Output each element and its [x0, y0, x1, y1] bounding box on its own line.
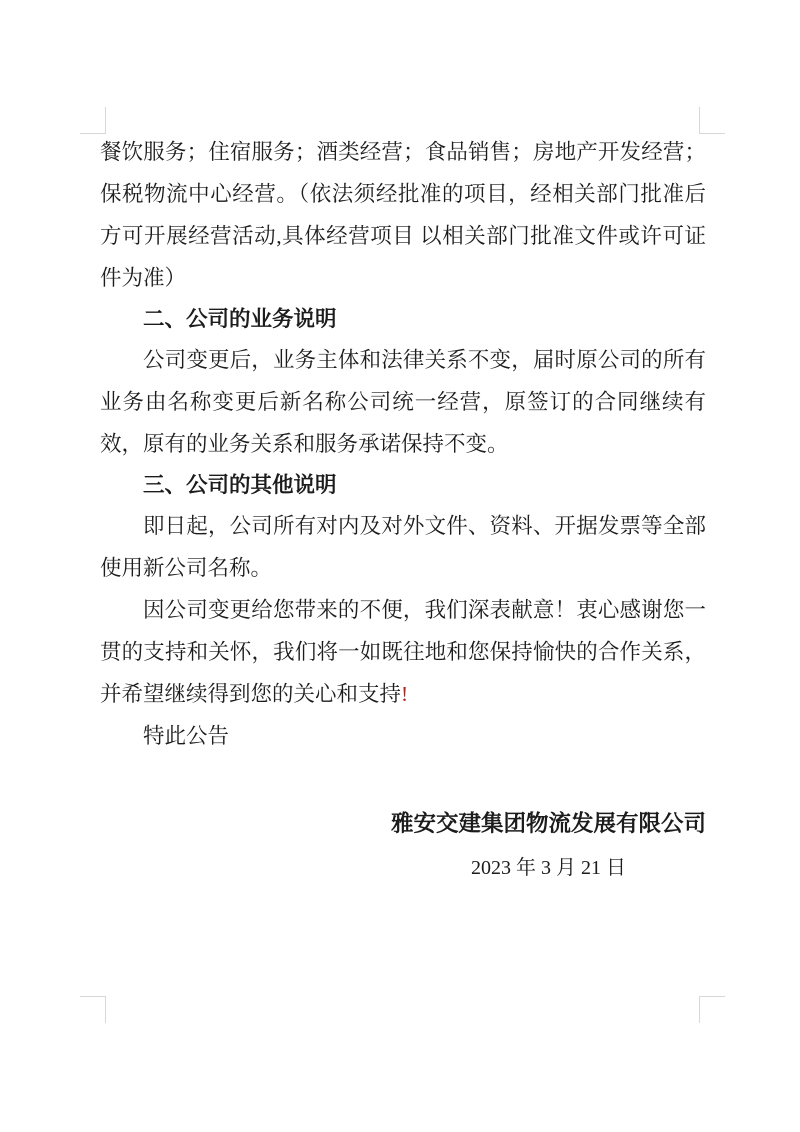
document-body	[100, 131, 706, 890]
margin-crop-mark-bottom-right	[699, 996, 725, 1023]
signature-block	[100, 802, 706, 890]
signature-company-name: 雅安交建集团物流发展有限公司	[390, 811, 706, 836]
margin-crop-mark-bottom-left	[80, 996, 106, 1023]
apology-text: 因公司变更给您带来的不便，我们深表献意！衷心感谢您一贯的支持和关怀，我们将一如既往地和您保持愉快的合作关系，并希望继续得到您的关心和支持	[100, 598, 706, 706]
business-scope-continuation: 餐饮服务；住宿服务；酒类经营；食品销售；房地产开发经营；保税物流中心经营。（依法须经批准的项目，经相关部门批准后方可开展经营活动,具体经营项目 以相关部门批准文件或许可证件为准）	[100, 140, 706, 290]
margin-crop-mark-top-right	[699, 107, 725, 134]
signature-date: 2023 年 3 月 21 日	[470, 857, 626, 879]
apology-paragraph	[100, 589, 706, 715]
closing-phrase: 特此公告	[143, 724, 230, 748]
section-3-heading: 三、公司的其他说明	[143, 473, 337, 497]
section-2-heading: 二、公司的业务说明	[143, 307, 337, 331]
section-2-body: 公司变更后，业务主体和法律关系不变，届时原公司的所有业务由名称变更后新名称公司统一经营，原签订的合同继续有效，原有的业务关系和服务承诺保持不变。	[100, 348, 706, 456]
section-3-body: 即日起，公司所有对内及对外文件、资料、开据发票等全部使用新公司名称。	[100, 514, 706, 580]
signature-inner	[391, 802, 706, 890]
margin-crop-mark-top-left	[80, 107, 106, 134]
apology-exclamation-mark: !	[401, 682, 409, 706]
